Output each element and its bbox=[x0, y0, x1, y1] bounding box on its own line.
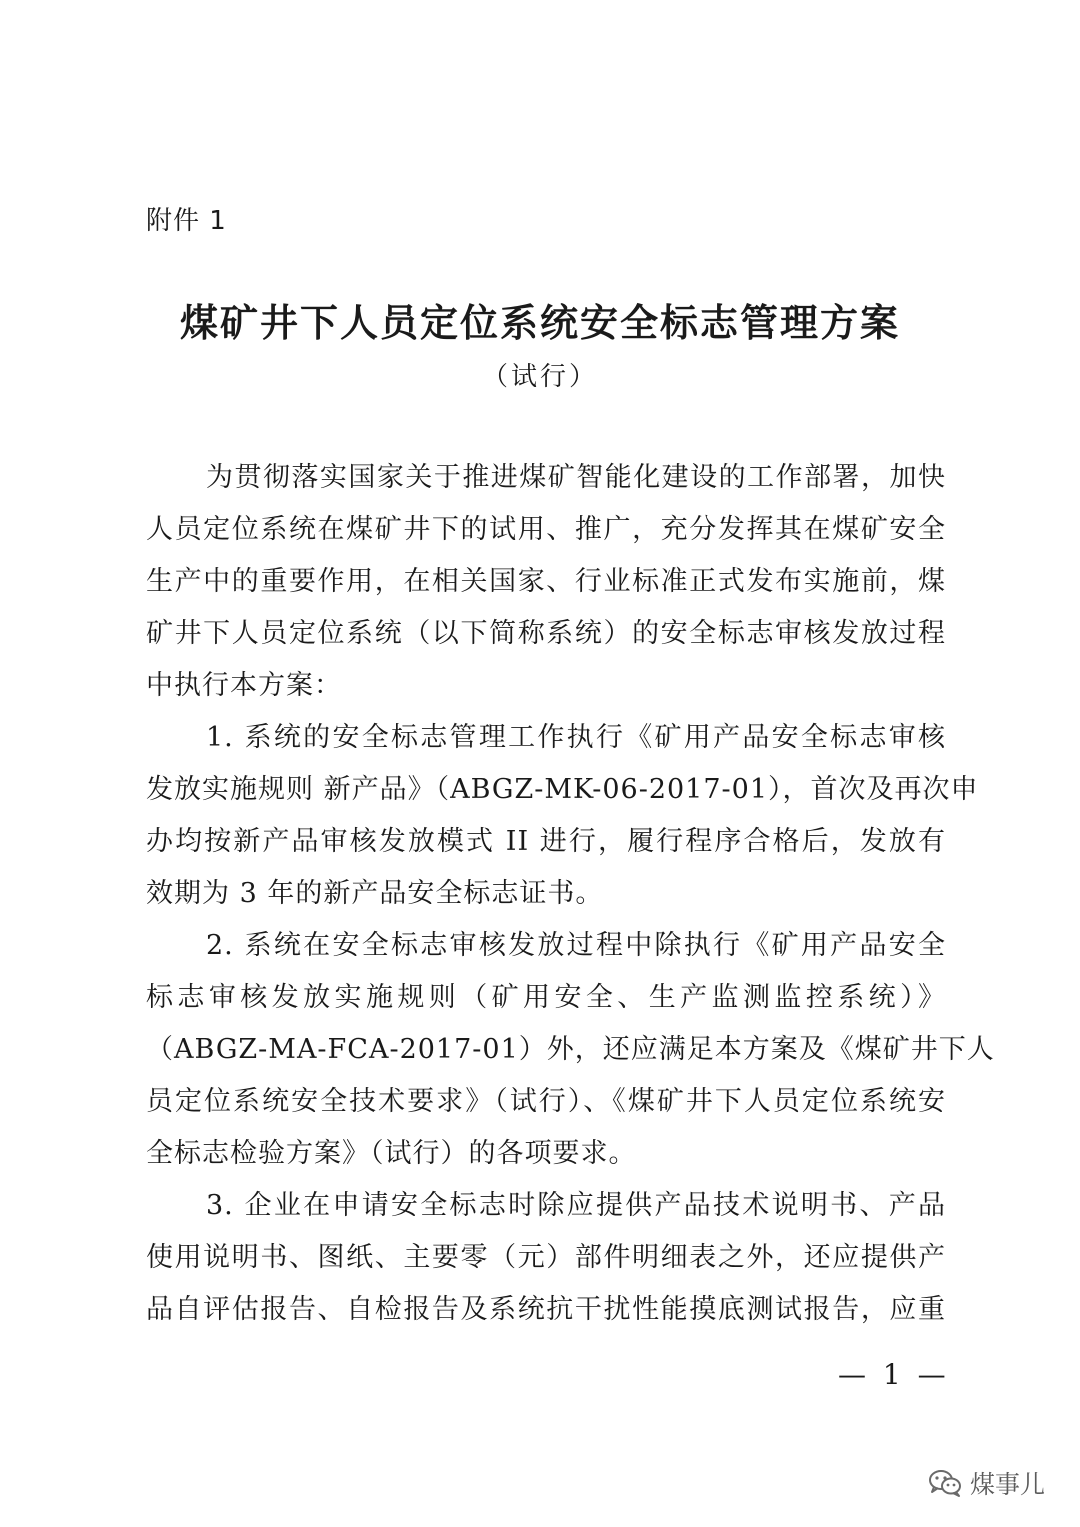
body-line: 矿井下人员定位系统（以下简称系统）的安全标志审核发放过程 bbox=[146, 618, 946, 649]
document-body bbox=[146, 452, 995, 1336]
body-line: 效期为 3 年的新产品安全标志证书。 bbox=[146, 878, 604, 909]
body-line: 中执行本方案： bbox=[146, 670, 342, 701]
body-line: 3. 企业在申请安全标志时除应提供产品技术说明书、产品 bbox=[206, 1190, 946, 1221]
document-subtitle: （试行） bbox=[481, 362, 598, 392]
body-line: 1. 系统的安全标志管理工作执行《矿用产品安全标志审核 bbox=[206, 722, 946, 753]
body-line: 使用说明书、图纸、主要零（元）部件明细表之外，还应提供产 bbox=[146, 1242, 946, 1273]
body-line: 全标志检验方案》（试行）的各项要求。 bbox=[146, 1138, 637, 1169]
body-line: 办均按新产品审核发放模式 II 进行，履行程序合格后，发放有 bbox=[146, 826, 946, 857]
document-title: 煤矿井下人员定位系统安全标志管理方案 bbox=[179, 301, 900, 345]
body-line: 为贯彻落实国家关于推进煤矿智能化建设的工作部署，加快 bbox=[206, 462, 946, 493]
body-line: 标志审核发放实施规则（矿用安全、生产监测监控系统）》 bbox=[146, 982, 946, 1013]
body-line: 生产中的重要作用，在相关国家、行业标准正式发布实施前，煤 bbox=[146, 566, 946, 597]
body-line: （ABGZ-MA-FCA-2017-01）外，还应满足本方案及《煤矿井下人 bbox=[146, 1034, 995, 1065]
body-line: 发放实施规则 新产品》（ABGZ-MK-06-2017-01），首次及再次申 bbox=[146, 774, 979, 805]
body-line: 员定位系统安全技术要求》（试行）、《煤矿井下人员定位系统安 bbox=[146, 1086, 946, 1117]
body-line: 品自评估报告、自检报告及系统抗干扰性能摸底测试报告，应重 bbox=[146, 1294, 946, 1325]
watermark bbox=[928, 1465, 1045, 1501]
page-number: — 1 — bbox=[838, 1358, 950, 1391]
wechat-icon bbox=[928, 1469, 962, 1497]
attachment-label: 附件 1 bbox=[146, 206, 227, 236]
body-line: 2. 系统在安全标志审核发放过程中除执行《矿用产品安全 bbox=[206, 930, 946, 961]
watermark-text: 煤事儿 bbox=[970, 1470, 1046, 1499]
body-line: 人员定位系统在煤矿井下的试用、推广，充分发挥其在煤矿安全 bbox=[146, 514, 946, 545]
